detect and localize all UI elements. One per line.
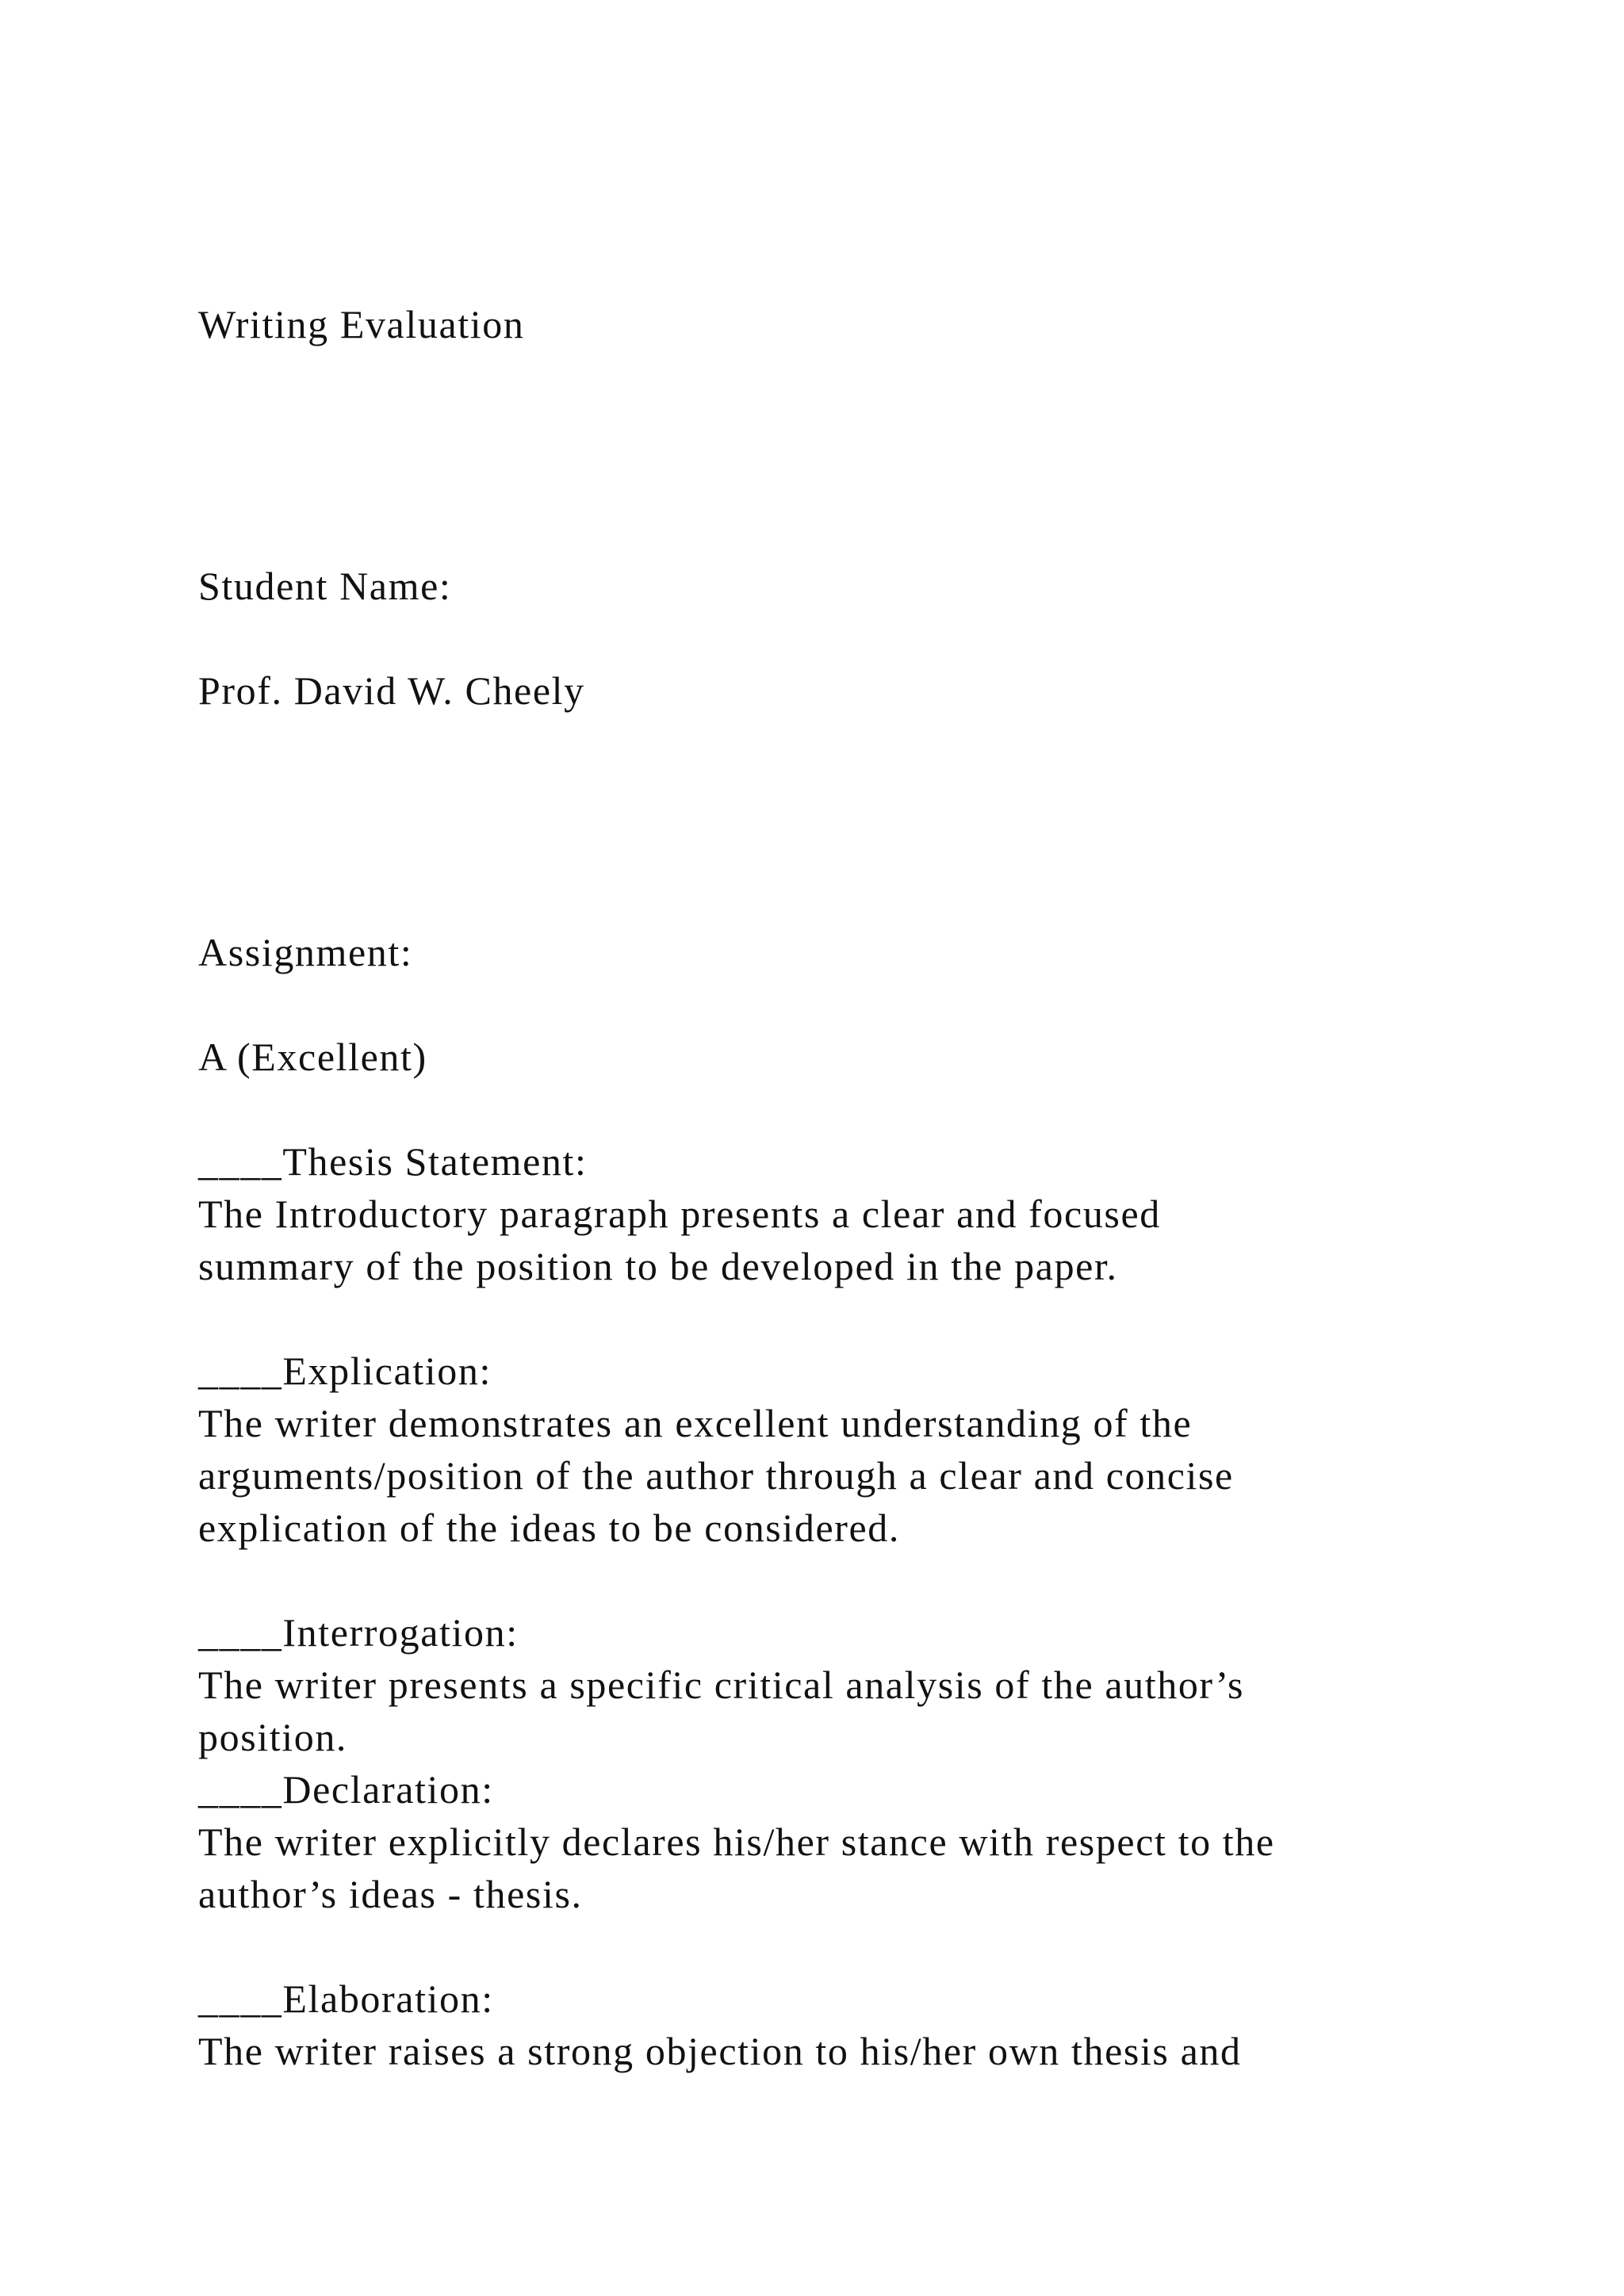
criterion-text-line: The writer raises a strong objection to his/her own thesis and [198, 2029, 1242, 2073]
spacer [198, 978, 1546, 1031]
criterion-heading-explication: ____Explication: [198, 1349, 492, 1393]
criterion-text-line: The writer explicitly declares his/her stance with respect to the [198, 1820, 1275, 1864]
criterion-text-line: explication of the ideas to be considered. [198, 1506, 900, 1550]
criterion-text-line: The writer presents a specific critical analysis of the author’s [198, 1663, 1245, 1707]
spacer [198, 717, 1546, 926]
assignment-label: Assignment: [198, 930, 413, 974]
criterion-text-line: position. [198, 1715, 348, 1759]
criterion-heading-declaration: ____Declaration: [198, 1767, 494, 1812]
document-title: Writing Evaluation [198, 302, 525, 346]
criterion-text-line: The writer demonstrates an excellent understanding of the [198, 1401, 1193, 1445]
student-name-label: Student Name: [198, 564, 452, 608]
criterion-text-line: author’s ideas - thesis. [198, 1872, 583, 1916]
criterion-heading-thesis: ____Thesis Statement: [198, 1139, 588, 1184]
spacer [198, 1554, 1546, 1606]
criterion-heading-interrogation: ____Interrogation: [198, 1610, 519, 1655]
criterion-text-line: summary of the position to be developed in the paper. [198, 1244, 1118, 1288]
spacer [198, 1083, 1546, 1135]
grade-heading: A (Excellent) [198, 1035, 427, 1079]
criterion-text-line: The Introductory paragraph presents a clear and focused [198, 1192, 1161, 1236]
document-body [198, 298, 1546, 2077]
criterion-text-line: arguments/position of the author through a clear and concise [198, 1453, 1234, 1498]
professor-name: Prof. David W. Cheely [198, 668, 585, 713]
spacer [198, 612, 1546, 664]
spacer [198, 350, 1546, 560]
spacer [198, 1292, 1546, 1345]
criterion-heading-elaboration: ____Elaboration: [198, 1976, 494, 2021]
spacer [198, 1920, 1546, 1973]
